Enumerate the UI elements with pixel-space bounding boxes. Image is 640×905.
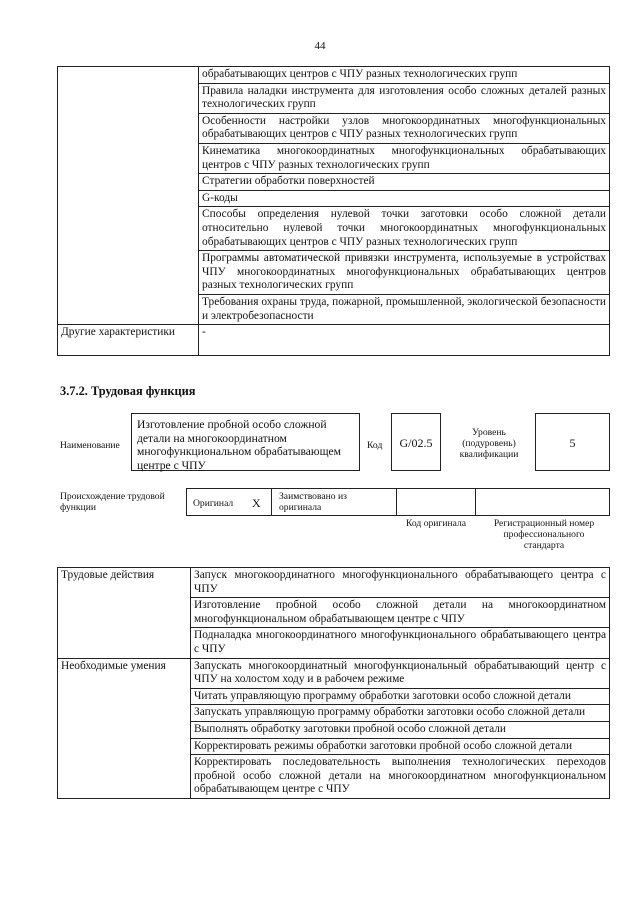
knowledge-row (58, 67, 610, 84)
original-cell (186, 488, 272, 516)
skills-item: Запускать многокоординатный многофункциональный обрабатывающий центр с ЧПУ на холостом ходу и в рабочем режиме (191, 658, 610, 688)
function-name-box (131, 413, 360, 471)
skills-item: Корректировать режимы обработки заготовки пробной особо сложной детали (191, 738, 610, 755)
level-value: 5 (569, 436, 576, 450)
page-number: 44 (314, 40, 326, 52)
code-box (391, 413, 441, 471)
knowledge-label-cell (58, 67, 199, 325)
skills-row (58, 658, 610, 688)
knowledge-item: Стратегии обработки поверхностей (199, 174, 610, 191)
origin-label: Происхождение трудовой функции (60, 491, 165, 513)
level-box (535, 413, 610, 471)
knowledge-table-continuation (57, 66, 610, 356)
level-label: Уровень (подуровень) квалификации (459, 427, 519, 460)
original-text: Оригинал (193, 498, 234, 509)
skills-label: Необходимые умения (58, 658, 191, 798)
actions-item: Изготовление пробной особо сложной детали на многокоординатном многофункциональном обрабатывающем центре с ЧПУ (191, 598, 610, 628)
knowledge-item: Кинематика многокоординатных многофункциональных обрабатывающих центров с ЧПУ разных технологических групп (199, 143, 610, 173)
actions-row (58, 568, 610, 598)
skills-item: Корректировать последовательность выполнения технологических переходов пробной особо сложной детали на многокоординатном многофункциональном обрабатывающем центре с ЧПУ (191, 755, 610, 799)
reg-number-caption: Регистрационный номер профессионального стандарта (493, 518, 595, 551)
other-value: - (199, 325, 610, 356)
reg-number-cell (475, 488, 610, 516)
knowledge-item: G-коды (199, 190, 610, 207)
skills-item: Читать управляющую программу обработки заготовки особо сложной детали (191, 688, 610, 705)
skills-item: Выполнять обработку заготовки пробной особо сложной детали (191, 721, 610, 738)
other-row (58, 325, 610, 356)
knowledge-item: обрабатывающих центров с ЧПУ разных технологических групп (199, 67, 610, 84)
code-label: Код (367, 440, 383, 451)
code-value: G/02.5 (399, 436, 433, 450)
knowledge-item: Правила наладки инструмента для изготовления особо сложных деталей разных технологических групп (199, 83, 610, 113)
function-name: Изготовление пробной особо сложной детали на многокоординатном многофункциональном обрабатывающем центре с ЧПУ (137, 418, 341, 472)
other-label: Другие характеристики (58, 325, 199, 356)
original-mark: X (252, 496, 261, 510)
knowledge-item: Программы автоматической привязки инструмента, используемые в устройствах ЧПУ многокоординатных многофункциональных обрабатывающих центров разных технологических групп (199, 251, 610, 295)
name-label: Наименование (60, 440, 120, 451)
code-original-cell (396, 488, 476, 516)
knowledge-item: Требования охраны труда, пожарной, промышленной, экологической безопасности и электробезопасности (199, 294, 610, 324)
section-title: 3.7.2. Трудовая функция (60, 384, 196, 398)
code-original-caption: Код оригинала (405, 518, 467, 529)
labor-function-table (57, 567, 610, 799)
knowledge-item: Способы определения нулевой точки заготовки особо сложной детали относительно нулевой точки многокоординатных многофункциональных обрабатывающих центров с ЧПУ разных технологических групп (199, 207, 610, 251)
borrowed-text: Заимствовано из оригинала (279, 491, 347, 513)
actions-item: Запуск многокоординатного многофункционального обрабатывающего центра с ЧПУ (191, 568, 610, 598)
actions-item: Подналадка многокоординатного многофункционального обрабатывающего центра с ЧПУ (191, 628, 610, 658)
actions-label: Трудовые действия (58, 568, 191, 659)
knowledge-item: Особенности настройки узлов многокоординатных многофункциональных обрабатывающих центров с ЧПУ разных технологических групп (199, 113, 610, 143)
borrowed-cell (271, 488, 397, 516)
skills-item: Запускать управляющую программу обработки заготовки особо сложной детали (191, 705, 610, 722)
